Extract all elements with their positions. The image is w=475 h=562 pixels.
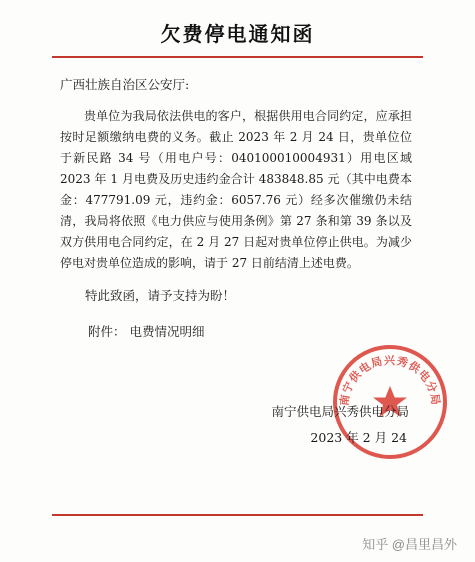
salutation: 广西壮族自治区公安厅: [60, 77, 190, 92]
document-title: 欠费停电通知函 [160, 22, 315, 46]
closing-line: 特此致函，请予支持为盼！ [85, 288, 236, 303]
bottom-red-rule [52, 514, 423, 516]
watermark: 知乎 @昌里昌外 [362, 537, 457, 552]
seal-text: 南宁供电局兴秀供电分局 [337, 354, 443, 407]
signing-date: 2023 年 2 月 24 [310, 430, 407, 445]
attachment-line: 附件： 电费情况明细 [88, 324, 205, 339]
top-red-rule [52, 56, 423, 58]
letter-body [60, 106, 412, 274]
body-paragraph: 贵单位为我局依法供电的客户，根据供用电合同约定，应承担按时足额缴纳电费的义务。截止 2023 年 2 月 24 日，贵单位位于新民路 34 号（用电户号：040100010004931）用电区域 2023 年 1 月电费及历史违约金合计 483848.85 元（其中电费本金：477791.09 元，违约金：6057.76 元）经多次催缴仍未结清，我局将依照《电力供应与使用条例》第 27 条和第 39 条以及双方供用电合同约定，在 2 月 27 日起对贵单位停止供电。为减少停电对贵单位造成的影响，请于 27 日前结清上述电费。 [60, 109, 412, 270]
signer-name: 南宁供电局兴秀供电分局 [271, 404, 409, 419]
